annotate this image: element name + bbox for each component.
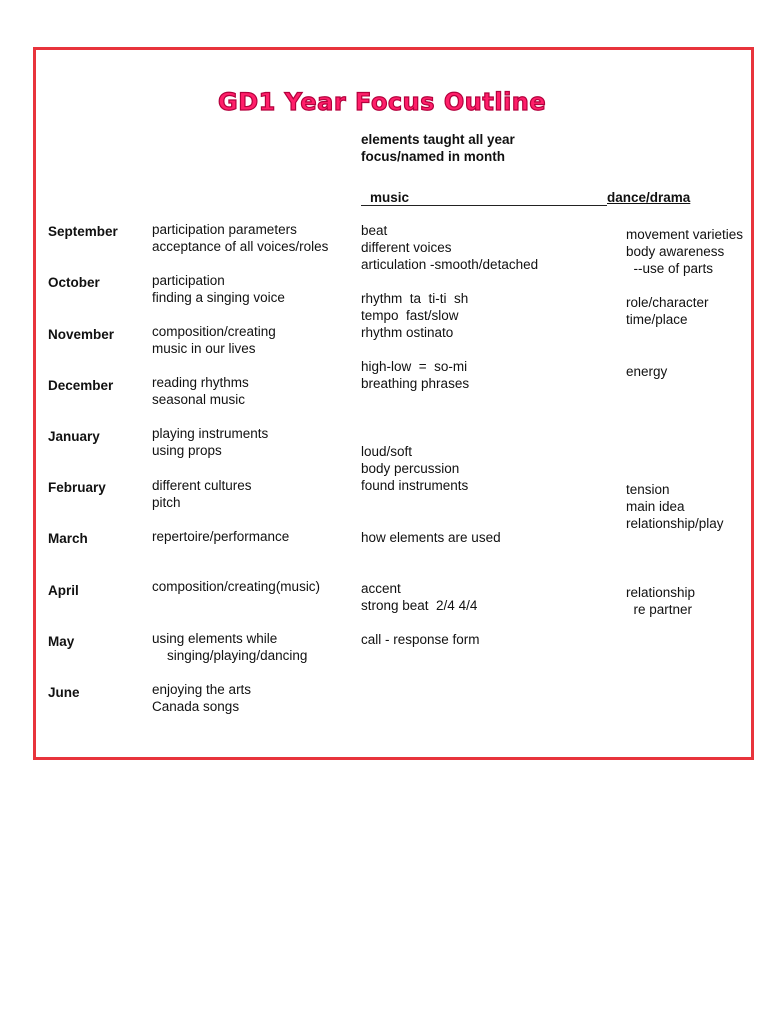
music-block-5: how elements are used [361,530,501,545]
focus-february: different cultures pitch [152,478,252,510]
month-october: October [48,275,100,290]
focus-june: enjoying the arts Canada songs [152,682,252,714]
music-column-header: music [370,190,410,205]
focus-september: participation parameters acceptance of all voices/roles [152,222,329,254]
focus-march: repertoire/performance [152,529,290,544]
music-block-6: accent strong beat 2/4 4/4 [361,581,478,613]
month-june: June [48,685,80,700]
month-march: March [48,531,88,546]
focus-december: reading rhythms seasonal music [152,375,249,407]
legend-line-month: focus/named in month [361,149,506,164]
month-november: November [48,327,115,342]
month-january: January [48,429,100,444]
dance-drama-column-header: dance/drama [607,190,691,205]
music-block-1: beat different voices articulation -smooth/detached [361,223,539,272]
month-september: September [48,224,118,239]
music-block-3: high-low = so-mi breathing phrases [361,359,470,391]
dance-block-2: role/character time/place [626,295,709,327]
focus-january: playing instruments using props [152,426,269,458]
focus-may: using elements while singing/playing/dancing [152,631,308,663]
page-title: GD1 Year Focus Outline [218,88,547,116]
month-april: April [48,583,79,598]
month-may: May [48,634,75,649]
music-block-2: rhythm ta ti-ti sh tempo fast/slow rhythm ostinato [361,291,469,340]
dance-block-1: movement varieties body awareness --use of parts [626,227,744,276]
dance-block-4: tension main idea relationship/play [626,482,724,531]
focus-october: participation finding a singing voice [152,273,285,305]
music-block-7: call - response form [361,632,480,647]
focus-november: composition/creating music in our lives [152,324,276,356]
month-february: February [48,480,106,495]
music-block-4: loud/soft body percussion found instruments [361,444,469,493]
focus-april: composition/creating(music) [152,579,321,594]
legend-line-all-year: elements taught all year [361,132,515,147]
dance-block-5: relationship re partner [626,585,696,617]
music-header-underline [361,205,607,206]
month-december: December [48,378,114,393]
dance-block-3: energy [626,364,668,379]
